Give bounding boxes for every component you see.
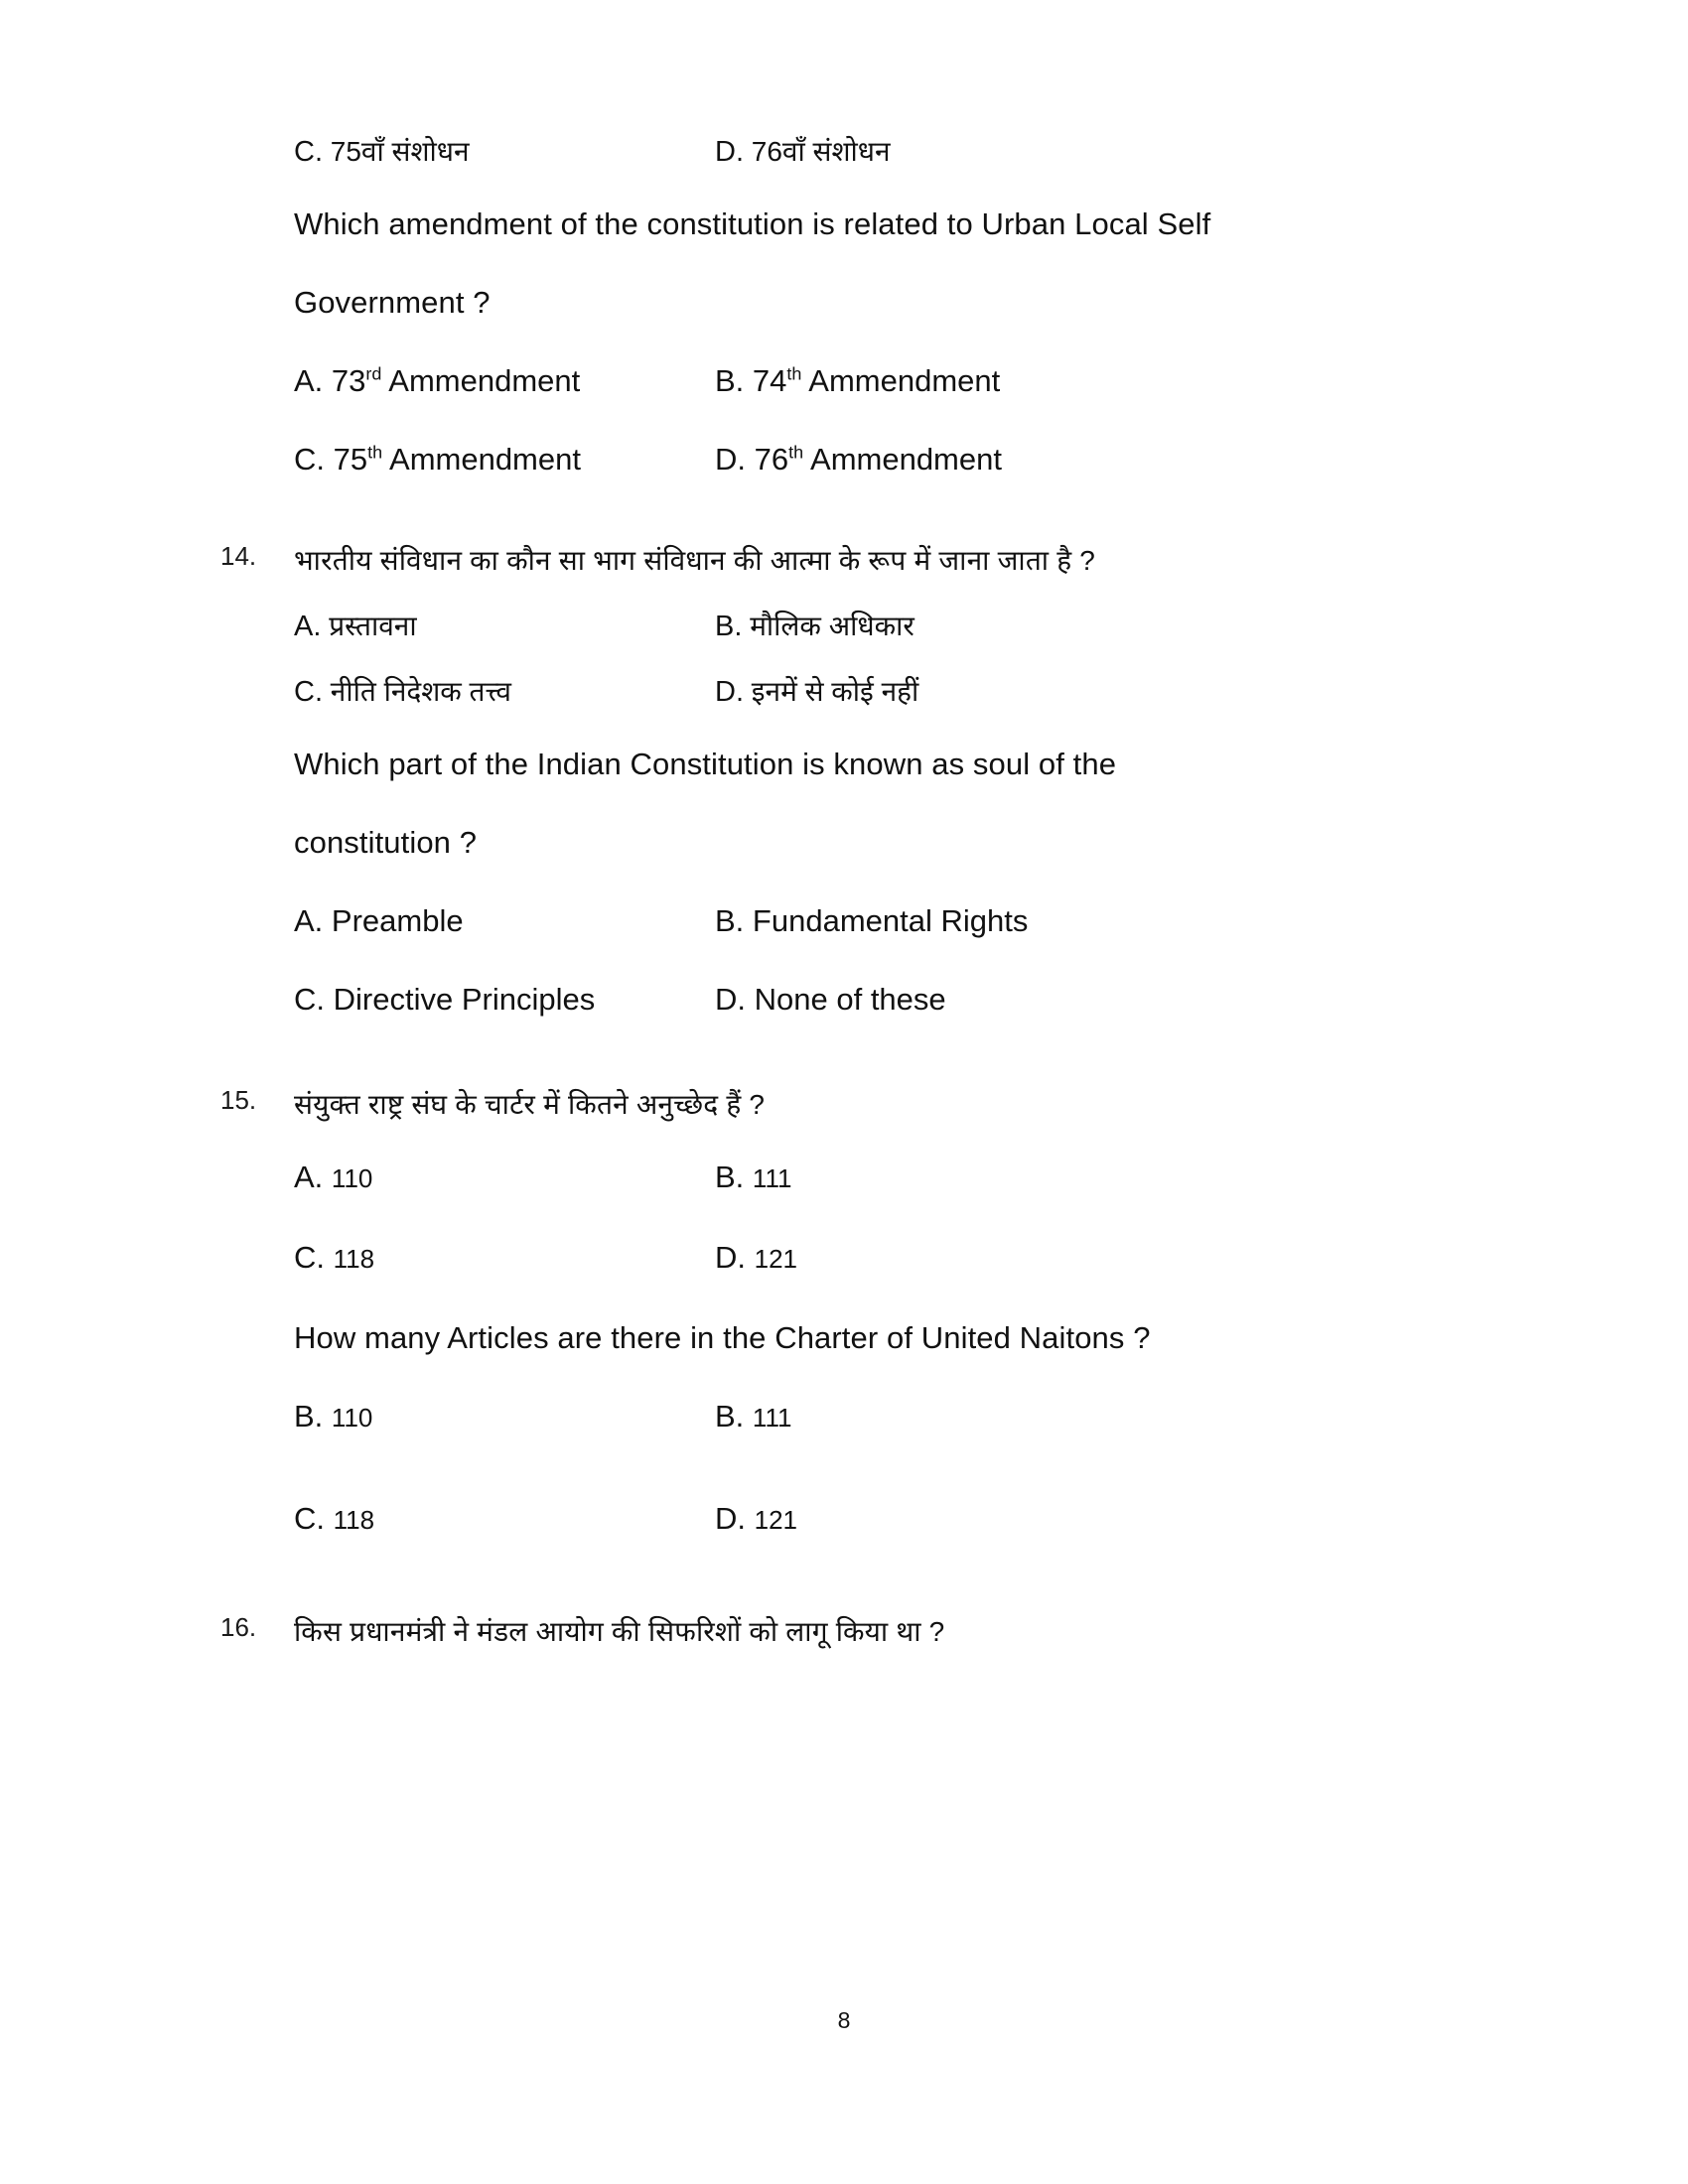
q14-english-option-c[interactable] bbox=[294, 960, 715, 1038]
q14-hindi-stem: भारतीय संविधान का कौन सा भाग संविधान की आत्मा के रूप में जाना जाता है ? bbox=[294, 545, 1096, 576]
q15-english-options-row-2 bbox=[294, 1479, 1396, 1560]
option-text: None of these bbox=[754, 982, 946, 1017]
option-text: इनमें से कोई नहीं bbox=[751, 676, 919, 707]
option-text: Preamble bbox=[331, 903, 464, 938]
q14-english-option-d[interactable] bbox=[715, 960, 1396, 1038]
q15-hindi-option-c[interactable] bbox=[294, 1218, 715, 1298]
option-text: Fundamental Rights bbox=[752, 903, 1029, 938]
q13-english-options-row-ab bbox=[294, 341, 1396, 420]
option-number: 73 bbox=[331, 363, 366, 398]
q15-hindi-option-a[interactable] bbox=[294, 1138, 715, 1218]
q13-hindi-option-d[interactable] bbox=[715, 119, 1396, 185]
option-label: D. bbox=[715, 676, 744, 708]
q14-english-stem-line-1: Which part of the Indian Constitution is known as soul of the bbox=[294, 747, 1117, 781]
option-ordinal-suffix: th bbox=[788, 442, 804, 463]
q14-hindi-option-d[interactable] bbox=[715, 659, 1396, 725]
option-label: B. bbox=[715, 611, 743, 642]
q13-hindi-options-row-cd bbox=[294, 119, 1396, 185]
option-text: मौलिक अधिकार bbox=[750, 611, 914, 641]
option-text: Ammendment bbox=[801, 363, 1001, 398]
option-ordinal-suffix: th bbox=[367, 442, 383, 463]
option-ordinal-suffix: th bbox=[786, 363, 802, 384]
option-label: D. bbox=[715, 1501, 746, 1536]
option-label: B. bbox=[715, 1399, 745, 1433]
q15-english-options-row-1 bbox=[294, 1377, 1396, 1457]
option-label: D. bbox=[715, 136, 744, 168]
q15-hindi-options-row-cd bbox=[294, 1218, 1396, 1298]
q13-english-option-b[interactable] bbox=[715, 341, 1396, 420]
option-label: D. bbox=[715, 1240, 746, 1275]
option-text: 75वाँ संशोधन bbox=[330, 136, 470, 167]
option-label: A. bbox=[294, 363, 324, 398]
q14-hindi-option-c[interactable] bbox=[294, 659, 715, 725]
question-15-number: 15. bbox=[220, 1085, 257, 1115]
option-label: B. bbox=[715, 363, 745, 398]
q14-hindi-option-a[interactable] bbox=[294, 594, 715, 659]
option-number: 75 bbox=[333, 442, 368, 477]
option-text: Ammendment bbox=[382, 442, 581, 477]
option-text: 118 bbox=[333, 1244, 375, 1274]
q14-english-options-row-ab bbox=[294, 882, 1396, 960]
option-text: 121 bbox=[754, 1244, 798, 1274]
q15-english-stem: How many Articles are there in the Charter of United Naitons ? bbox=[294, 1320, 1151, 1355]
q15-hindi-option-d[interactable] bbox=[715, 1218, 1396, 1298]
option-text: नीति निदेशक तत्त्व bbox=[330, 676, 511, 707]
question-13-body bbox=[294, 119, 1396, 498]
q13-english-option-a[interactable] bbox=[294, 341, 715, 420]
option-label: C. bbox=[294, 1501, 325, 1536]
option-label: C. bbox=[294, 982, 325, 1017]
question-15-body bbox=[294, 1072, 1396, 1560]
q14-english-option-a[interactable] bbox=[294, 882, 715, 960]
option-label: D. bbox=[715, 982, 746, 1017]
option-text: Directive Principles bbox=[333, 982, 596, 1017]
option-label: B. bbox=[715, 1160, 745, 1194]
option-text: Ammendment bbox=[803, 442, 1002, 477]
q13-english-stem-line-1: Which amendment of the constitution is related to Urban Local Self bbox=[294, 206, 1211, 241]
option-label: C. bbox=[294, 1240, 325, 1275]
option-text: Ammendment bbox=[381, 363, 581, 398]
q14-english-stem-line-2: constitution ? bbox=[294, 825, 478, 860]
q15-hindi-options-row-ab bbox=[294, 1138, 1396, 1218]
q13-english-option-d[interactable] bbox=[715, 420, 1396, 498]
q14-english-option-b[interactable] bbox=[715, 882, 1396, 960]
q13-english-stem-line-2: Government ? bbox=[294, 285, 491, 320]
option-number: 74 bbox=[752, 363, 787, 398]
question-14-body bbox=[294, 528, 1396, 1038]
option-label: C. bbox=[294, 442, 325, 477]
option-label: A. bbox=[294, 1160, 324, 1194]
option-label: D. bbox=[715, 442, 746, 477]
option-text: 110 bbox=[331, 1163, 373, 1193]
option-label: B. bbox=[294, 1399, 324, 1433]
question-16 bbox=[220, 1599, 1396, 1665]
option-text: 111 bbox=[752, 1403, 792, 1433]
page-number: 8 bbox=[837, 2007, 851, 2033]
option-number: 76 bbox=[754, 442, 789, 477]
option-text: 111 bbox=[752, 1163, 792, 1193]
question-16-number: 16. bbox=[220, 1612, 257, 1642]
q15-hindi-stem: संयुक्त राष्ट्र संघ के चार्टर में कितने अनुच्छेद हैं ? bbox=[294, 1089, 766, 1120]
q13-hindi-option-c[interactable] bbox=[294, 119, 715, 185]
q13-english-options-row-cd bbox=[294, 420, 1396, 498]
question-14-number: 14. bbox=[220, 541, 257, 571]
option-label: C. bbox=[294, 136, 323, 168]
option-text: 76वाँ संशोधन bbox=[751, 136, 891, 167]
option-text: 118 bbox=[333, 1505, 375, 1535]
q15-english-option-3[interactable] bbox=[294, 1479, 715, 1560]
q15-english-option-2[interactable] bbox=[715, 1377, 1396, 1457]
option-ordinal-suffix: rd bbox=[365, 363, 382, 384]
option-text: 110 bbox=[331, 1403, 373, 1433]
question-16-body bbox=[294, 1599, 1396, 1665]
question-15 bbox=[220, 1072, 1396, 1560]
q14-hindi-options-row-ab bbox=[294, 594, 1396, 659]
q14-hindi-options-row-cd bbox=[294, 659, 1396, 725]
question-13-continuation bbox=[294, 119, 1396, 498]
q14-english-options-row-cd bbox=[294, 960, 1396, 1038]
option-label: A. bbox=[294, 903, 324, 938]
page-content bbox=[220, 119, 1396, 1665]
option-label: A. bbox=[294, 611, 322, 642]
option-text: 121 bbox=[754, 1505, 798, 1535]
option-label: C. bbox=[294, 676, 323, 708]
option-text: प्रस्तावना bbox=[329, 611, 417, 641]
q13-english-option-c[interactable] bbox=[294, 420, 715, 498]
question-14 bbox=[220, 528, 1396, 1038]
q14-hindi-option-b[interactable] bbox=[715, 594, 1396, 659]
q16-hindi-stem: किस प्रधानमंत्री ने मंडल आयोग की सिफरिशों को लागू किया था ? bbox=[294, 1616, 945, 1647]
q15-english-option-1[interactable] bbox=[294, 1377, 715, 1457]
q15-hindi-option-b[interactable] bbox=[715, 1138, 1396, 1218]
spacer bbox=[294, 1457, 1396, 1479]
option-label: B. bbox=[715, 903, 745, 938]
q15-english-option-4[interactable] bbox=[715, 1479, 1396, 1560]
